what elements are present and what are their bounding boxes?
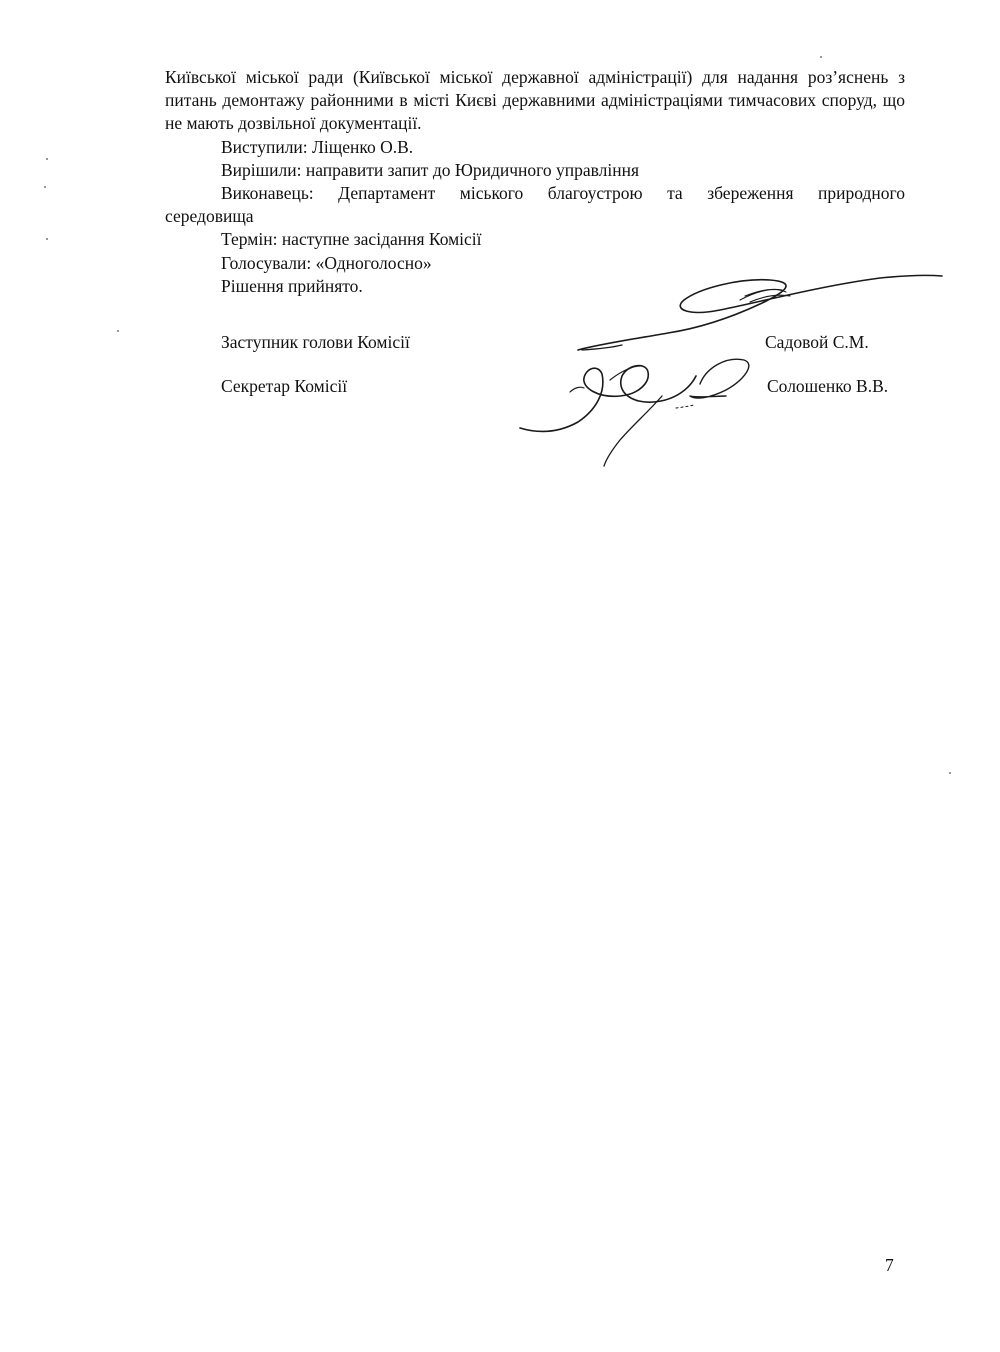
decision-line: Рішення прийнято. [221, 275, 363, 296]
signature-lower-stroke [520, 366, 696, 432]
scan-speck [46, 238, 48, 240]
deputy-chair-title: Заступник голови Комісії [221, 332, 410, 352]
deputy-chair-name: Садовой С.М. [765, 332, 869, 352]
executor-line-continued: середовища [165, 206, 254, 227]
secretary-name: Солошенко В.В. [767, 376, 889, 396]
signature-lower-slash [604, 396, 662, 466]
document-body [165, 66, 905, 298]
scan-speck [117, 330, 119, 332]
secretary-title: Секретар Комісії [221, 376, 348, 396]
executor-line: Виконавець: Департамент міського благоустрою та збереження природного [221, 183, 905, 204]
speakers-line: Виступили: Ліщенко О.В. [221, 136, 414, 157]
decided-line: Вирішили: направити запит до Юридичного управління [221, 159, 640, 180]
signature-lower-dash [676, 405, 694, 408]
signature-lower-loop [690, 359, 749, 398]
page-number: 7 [885, 1255, 894, 1275]
paragraph-top: Київської міської ради (Київської міської державної адміністрації) для надання роз’яснень з питань демонтажу районними в місті Києві державними адміністраціями тимчасових споруд, що не мають дозвільної документації. [165, 67, 905, 134]
scan-speck [820, 56, 822, 58]
term-line: Термін: наступне засідання Комісії [221, 229, 482, 250]
signature-upper-tail [582, 345, 622, 350]
scan-speck [44, 186, 46, 188]
voted-line: Голосували: «Одноголосно» [221, 252, 432, 273]
scan-speck [46, 158, 48, 160]
scan-speck [949, 772, 951, 774]
signature-lower-hook [570, 366, 640, 392]
